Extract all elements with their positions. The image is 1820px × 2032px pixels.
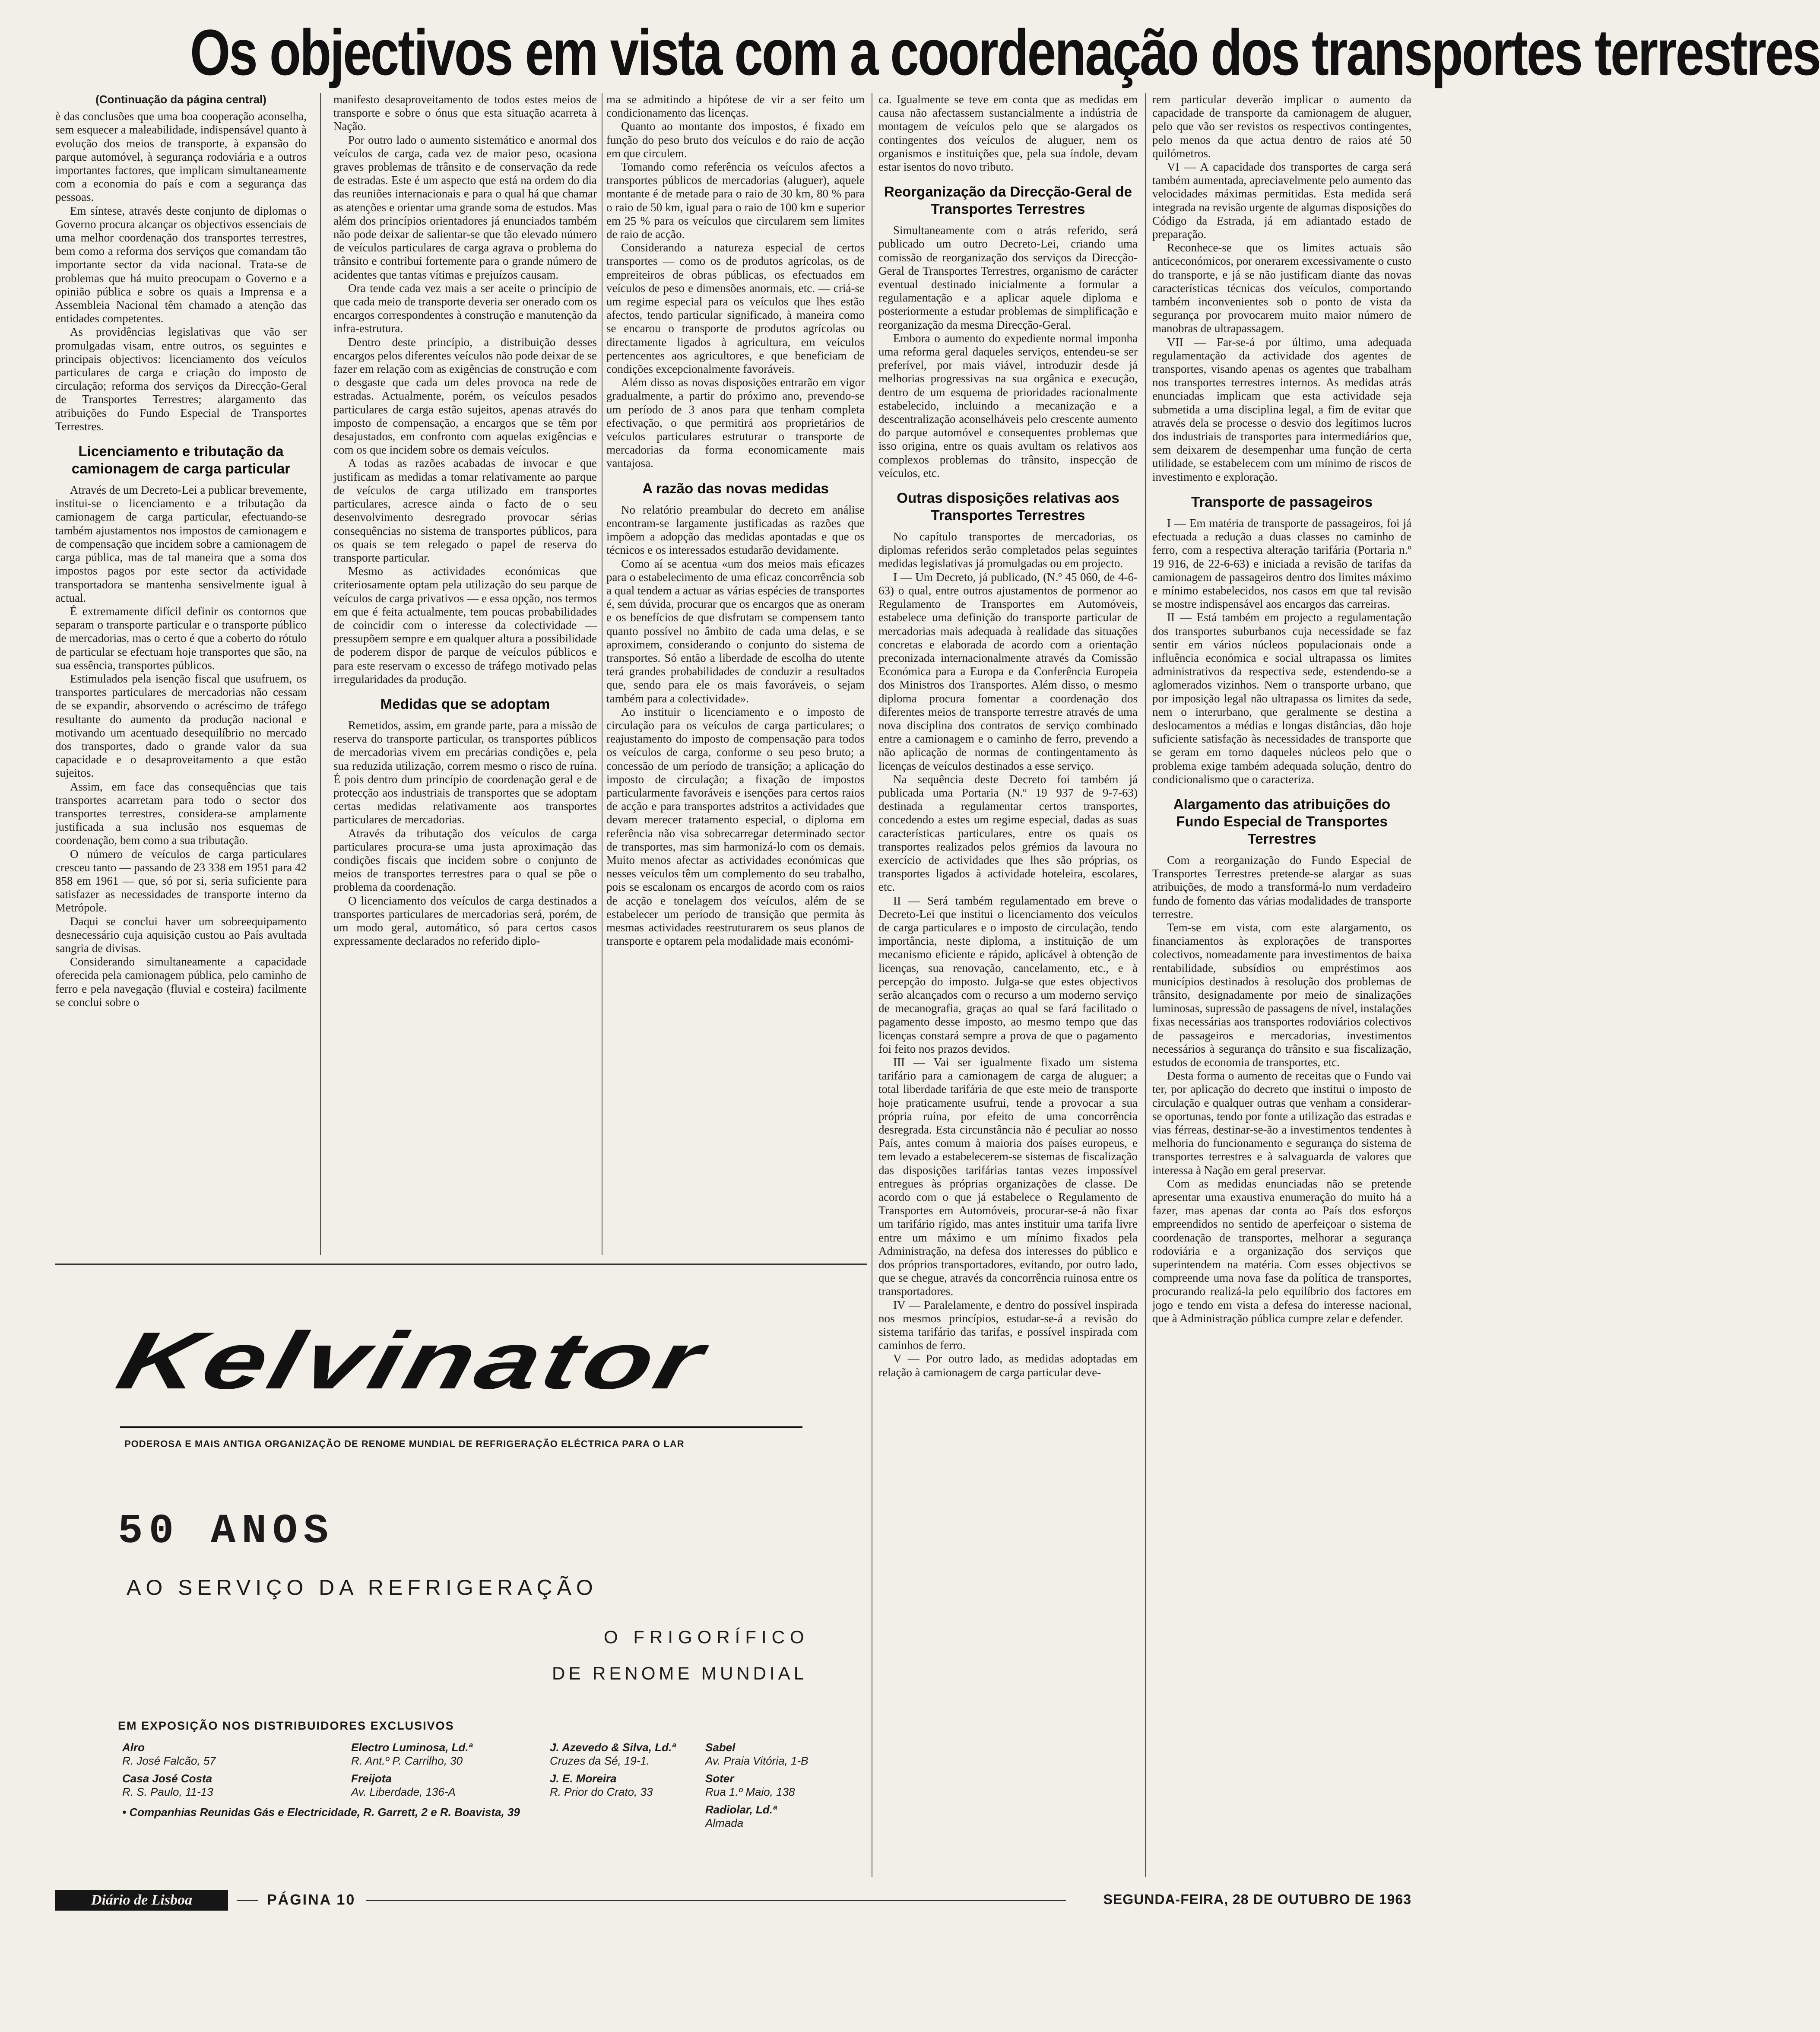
paragraph: I — Um Decreto, já publicado, (N.º 45 060, de 4-6-63) o qual, entre outros ajustamentos de pormenor ao Regulamento de Transportes em Automóveis, estabelece uma definição do transporte particular de mercadorias mais adequada à realidade das situações concretas e elaborada de acordo com a orientação preconizada internacionalmente através da Comissão Económica para a Europa e da Conferência Europeia dos Ministros dos Transportes. Além disso, o mesmo diploma procura fomentar a coordenação dos diferentes meios de transporte terrestre através de uma nova disciplina dos contratos de serviço combinado entre a camionagem e o caminho de ferro, prevendo a não aplicação de normas de contingentamento às licenças de veículos destinados a esse serviço.: [878, 570, 1138, 772]
ad-frigorifico: O FRIGORÍFICO: [604, 1627, 809, 1647]
page-footer: [55, 1890, 1411, 1913]
ad-top-rule: [55, 1264, 867, 1265]
issue-date: SEGUNDA-FEIRA, 28 DE OUTUBRO DE 1963: [1103, 1892, 1411, 1907]
paragraph: As providências legislativas que vão ser promulgadas visam, entre outros, os seguintes e principais objectivos: licenciamento dos veículos particulares de carga e criação do imposto de circulação; reforma dos serviços da Direcção-Geral de Transportes Terrestres; alargamento das atribuições do Fundo Especial de Transportes Terrestres.: [55, 325, 307, 433]
kelvinator-logo: Kelvinator: [108, 1315, 715, 1406]
kelvinator-advertisement: [55, 1283, 867, 1853]
paragraph: Estimulados pela isenção fiscal que usufruem, os transportes particulares de mercadorias não cessam de se expandir, absorvendo o acréscimo de tráfego resultante do aumento da produção nacional e motivando um acentuado desequilíbrio no mercado dos transportes, dado o grande valor da sua capacidade e o desaproveitamento a que estão sujeitos.: [55, 672, 307, 780]
ad-renome: DE RENOME MUNDIAL: [552, 1663, 808, 1683]
paragraph: O número de veículos de carga particulares cresceu tanto — passando de 23 338 em 1951 para 42 858 em 1961 — que, só por si, seria suficiente para satisfazer as necessidades de transporte interno da Metrópole.: [55, 847, 307, 914]
distributor-list: [118, 1741, 852, 1829]
distributor: Sabel Av. Praia Vitória, 1-B: [705, 1741, 809, 1767]
distributor: J. E. Moreira R. Prior do Crato, 33: [550, 1772, 653, 1798]
paragraph: No capítulo transportes de mercadorias, os diplomas referidos serão completados pelas seguintes medidas legislativas já promulgadas ou em projecto.: [878, 530, 1138, 570]
paragraph: IV — Paralelamente, e dentro do possível inspirada nos mesmos princípios, estudar-se-á a revisão do sistema tarifário das tarifas, e possível inspirada com caminhos de ferro.: [878, 1298, 1138, 1352]
paragraph: Através de um Decreto-Lei a publicar brevemente, institui-se o licenciamento e a tributação da camionagem de carga particular, efectuando-se também ajustamentos nos impostos de camionagem e de compensação que incidem sobre a camionagem de carga pública, mas de tal maneira que a soma dos impostos pagos por este sector da actividade transportadora se mantenha sensivelmente igual à actual.: [55, 483, 307, 604]
subheading-razao: A razão das novas medidas: [642, 480, 829, 496]
paragraph: No relatório preambular do decreto em análise encontram-se largamente justificadas as razões que impõem a adopção das medidas apontadas e que os técnicos e os interessados estudarão devidamente.: [606, 503, 865, 557]
paragraph: Tomando como referência os veículos afectos a transportes públicos de mercadorias (aluguer), aquele montante é de metade para o raio de 30 km, 80 % para o raio de 50 km, igual para o raio de 100 km e superior em 25 % para os veículos que circularem sem limites de raio de acção.: [606, 160, 865, 241]
subheading-licenciamento: Licenciamento e tributação da camionagem de carga particular: [71, 443, 291, 477]
masthead-logo: Diário de Lisboa: [55, 1890, 228, 1911]
article-column-3: [606, 93, 865, 1255]
paragraph: VI — A capacidade dos transportes de carga será também aumentada, apreciavelmente pelo aumento das velocidades máximas permitidas. Esta medida será integrada na revisão urgente de algumas disposições do Código da Estrada, já em adiantado estado de preparação.: [1152, 160, 1411, 241]
paragraph: É extremamente difícil definir os contornos que separam o transporte particular e o transporte público de mercadorias, mas o certo é que a coberto do rótulo de particular se efectuam hoje transportes que são, na sua essência, transportes públicos.: [55, 604, 307, 672]
paragraph: Através da tributação dos veículos de carga particulares procura-se uma justa aproximação das condições fiscais que incidem sobre o conjunto de meios de transportes terrestres para o qual se põe o problema da coordenação.: [333, 826, 597, 894]
distributor-companhias: • Companhias Reunidas Gás e Electricidade, R. Garrett, 2 e R. Boavista, 39: [122, 1806, 520, 1819]
paragraph: Considerando simultaneamente a capacidade oferecida pela camionagem pública, pelo caminho de ferro e pela navegação (fluvial e costeira) facilmente se conclui sobre o: [55, 955, 307, 1009]
paragraph: II — Será também regulamentado em breve o Decreto-Lei que institui o licenciamento dos veículos de carga particulares e o imposto de circulação, tendo importância, neste diploma, a instituição de um mecanismo eficiente e rápido, aplicável à obtenção de licenças, sua renovação, cancelamento, etc., e à percepção do imposto. Julga-se que estes objectivos serão alcançados com o recurso a um moderno serviço de mecanografia, graças ao qual se fará facilitado o pagamento desse imposto, ao mesmo tempo que das licenças constará sempre a prova de que o pagamento foi feito nos prazos devidos.: [878, 894, 1138, 1055]
paragraph: V — Por outro lado, as medidas adoptadas em relação à camionagem de carga particular deve-: [878, 1352, 1138, 1379]
paragraph: Desta forma o aumento de receitas que o Fundo vai ter, por aplicação do decreto que institui o imposto de circulação e qualquer outras que venham a considerar-se oportunas, tendo por fonte a utilização das estradas e vias férreas, destinar-se-ão a investimentos tendentes à melhoria do funcionamento e segurança do sistema de transportes terrestres e à salvaguarda de valores que interessa à Nação em geral preservar.: [1152, 1069, 1411, 1177]
distributor: Alro R. José Falcão, 57: [122, 1741, 216, 1767]
ad-50-anos: 50 ANOS: [118, 1508, 335, 1555]
subheading-alargamento: Alargamento das atribuições do Fundo Especial de Transportes Terrestres: [1173, 796, 1391, 847]
paragraph: Em síntese, através deste conjunto de diplomas o Governo procura alcançar os objectivos essenciais de uma melhor coordenação dos transportes terrestres, bem como a reforma dos serviços que comandam tão importante sector da vida nacional. Trata-se de problemas que há muito preocupam o Governo e a opinião pública e sobre os quais a Imprensa e a Assembleia Nacional têm chamado a atenção das entidades competentes.: [55, 204, 307, 325]
paragraph: ca. Igualmente se teve em conta que as medidas em causa não afectassem sustancialmente a indústria de montagem de veículos pelo que se alargados os contingentes dos veículos de aluguer, nem os organismos e instituições que, pela sua índole, devam estar isentos do novo tributo.: [878, 93, 1138, 174]
page-number: PÁGINA 10: [267, 1892, 356, 1908]
paragraph: è das conclusões que uma boa cooperação aconselha, sem esquecer a maleabilidade, indispensável quanto à evolução dos meios de transporte, à expansão do parque automóvel, à segurança rodoviária e a outros importantes factores, que implicam simultaneamente com a economia do país e com a segurança das pessoas.: [55, 110, 307, 204]
logo-underline: [120, 1426, 802, 1428]
paragraph: Ao instituir o licenciamento e o imposto de circulação para os veículos de carga particulares; o reajustamento do imposto de compensação para todos os veículos de carga, conforme o seu peso bruto; a concessão de um período de transição; a aplicação do imposto de circulação; a fixação de impostos particularmente favoráveis e isenções para certos raios de acção e para transportes adstritos a actividades que devam merecer tratamento especial, o diploma em referência não visa sobrecarregar determinado sector de transportes, mas sim harmonizá-lo com os demais. Muito menos afectar as actividades económicas que nesses veículos têm um complemento do seu trabalho, pois se escalonam os encargos de acordo com os raios de acção e tonelagem dos veículos, além de se estabelecer um período de transição que permita às mesmas actividades reestruturarem os seus planos de transporte e optarem pela modalidade mais económi-: [606, 705, 865, 948]
paragraph: Embora o aumento do expediente normal imponha uma reforma geral daqueles serviços, entendeu-se ser preferível, por mais viável, introduzir desde já melhorias progressivas na sua orgânica e execução, dentro de um esquema de prioridades racionalmente estabelecido, incluindo a mecanização e a descentralização aconselháveis pelo crescente aumento do parque automóvel e consequentes problemas que isso origina, entre os quais avultam os relativos aos complexos problemas do trânsito, inspecção de veículos, etc.: [878, 331, 1138, 479]
paragraph: Na sequência deste Decreto foi também já publicada uma Portaria (N.º 19 937 de 9-7-63) destinada a regulamentar certos transportes, concedendo a estes um regime especial, dadas as suas características particulares, entre os quais os transportes realizados pelos grémios da lavoura no exercício de actividades que lhes são próprias, os transportes ligados à actividade hoteleira, escolares, etc.: [878, 772, 1138, 894]
ad-exposicao: EM EXPOSIÇÃO NOS DISTRIBUIDORES EXCLUSIVOS: [118, 1719, 454, 1732]
paragraph: Simultaneamente com o atrás referido, será publicado um outro Decreto-Lei, criando uma comissão de reorganização dos serviços da Direcção-Geral de Transportes Terrestres, organismo de carácter eventual destinado inicialmente a formular a regulamentação e a aplicar aquele diploma e posteriormente a estudar problemas de simplificação e reorganização da mesma Direcção-Geral.: [878, 224, 1138, 331]
article-column-4: [878, 93, 1138, 1963]
paragraph: Considerando a natureza especial de certos transportes — como os de produtos agrícolas, os de empreiteiros de obras públicas, os efectuados em veículos de peso e dimensões anormais, etc. — criá-se um regime especial para os veículos que lhes estão afectos, tendo particular significado, à maneira como se encarou o transporte de produtos agrícolas ou directamente ligados à agricultura, em veículos pertencentes aos agricultores, e que beneficiam de condições excepcionalmente favoráveis.: [606, 241, 865, 376]
continuation-note: (Continuação da página central): [95, 93, 266, 106]
paragraph: Com as medidas enunciadas não se pretende apresentar uma exaustiva enumeração do muito há a fazer, mas apenas dar conta ao País dos esforços empreendidos no sentido de aperfeiçoar o sistema de coordenação de transportes, melhorar a segurança rodoviária e a organização dos serviços que superintendem na matéria. Com esses objectivos se compreende uma nova fase da política de transportes, procurando realizá-la pelo equilíbrio dos factores em jogo e tendo em vista a defesa do interesse nacional, que à Administração pública cumpre zelar e defender.: [1152, 1177, 1411, 1325]
paragraph: Daqui se conclui haver um sobreequipamento desnecessário cuja aquisição custou ao País avultada sangria de divisas.: [55, 914, 307, 955]
footer-rule: [237, 1900, 258, 1901]
distributor: Radiolar, Ld.ª Almada: [705, 1803, 777, 1829]
subheading-passageiros: Transporte de passageiros: [1191, 493, 1373, 510]
paragraph: Assim, em face das consequências que tais transportes acarretam para todo o sector dos transportes terrestres, considera-se amplamente justificada a sua inclusão nos esquemas de coordenação, bem como a sua tributação.: [55, 780, 307, 847]
paragraph: manifesto desaproveitamento de todos estes meios de transporte e sobre o ónus que esta situação acarreta à Nação.: [333, 93, 597, 133]
paragraph: II — Está também em projecto a regulamentação dos transportes suburbanos cuja necessidade se faz sentir em vários núcleos populacionais onde a influência económica e social ultrapassa os limites administrativos da respectiva sede, estendendo-se a aglomerados vizinhos. Nem o transporte urbano, que por imposição legal não ultrapassa os limites da sede, nem o interurbano, que geralmente se destina a deslocamentos a médias e longas distâncias, dão hoje suficiente satisfação às necessidades de transporte que se geram em torno daqueles núcleos pelo que o problema exige também adequada solução, dentro do condicionalismo que o caracteriza.: [1152, 611, 1411, 786]
paragraph: Mesmo as actividades económicas que criteriosamente optam pela utilização do seu parque de veículos de carga privativos — e essa opção, nos termos em que é feita actualmente, tem poucas probabilidades de coincidir com o interesse da colectividade — pressupõem sempre e em qualquer altura a possibilidade de poderem dispor de parque de veículos públicos e para este reservam o excesso de tráfego motivado pelas irregularidades da produção.: [333, 565, 597, 686]
headline: Os objectivos em vista com a coordenação dos transportes terrestres: [190, 16, 1820, 89]
distributor: J. Azevedo & Silva, Ld.ª Cruzes da Sé, 19-1.: [550, 1741, 676, 1767]
ad-tagline: PODEROSA E MAIS ANTIGA ORGANIZAÇÃO DE RENOME MUNDIAL DE REFRIGERAÇÃO ELÉCTRICA PARA O LAR: [124, 1438, 685, 1449]
distributor: Casa José Costa R. S. Paulo, 11-13: [122, 1772, 213, 1798]
paragraph: Quanto ao montante dos impostos, é fixado em função do peso bruto dos veículos e do raio de acção em que circulem.: [606, 120, 865, 160]
article-column-2: [333, 93, 597, 1255]
subheading-medidas: Medidas que se adoptam: [380, 695, 550, 712]
subheading-outras-disposicoes: Outras disposições relativas aos Transportes Terrestres: [897, 490, 1119, 524]
paragraph: Além disso as novas disposições entrarão em vigor gradualmente, a partir do próximo ano, prevendo-se um período de 3 anos para que tenham completa efectivação, o que permitirá aos proprietários de veículos particulares estruturar o transporte de mercadorias da forma economicamente mais vantajosa.: [606, 376, 865, 470]
subheading-reorganizacao: Reorganização da Direcção-Geral de Transportes Terrestres: [884, 184, 1132, 217]
paragraph: Dentro deste princípio, a distribuição desses encargos pelos diferentes veículos não pode deixar de se fazer em relação com as exigências de construção e com o desgaste que cada um deles provoca na rede de estradas. Actualmente, porém, os veículos pesados particulares de carga estão sujeitos, apenas através do imposto de compensação, a encargos que se têm por desajustados, em confronto com aquelas exigências e com os que incidem sobre os demais veículos.: [333, 335, 597, 457]
ad-servico: AO SERVIÇO DA REFRIGERAÇÃO: [127, 1575, 598, 1600]
paragraph: Por outro lado o aumento sistemático e anormal dos veículos de carga, cada vez de maior peso, ocasiona graves problemas de trânsito e de conservação da rede de estradas. Este é um aspecto que está na ordem do dia das reuniões internacionais e para o qual há que chamar as atenções e orientar uma grande soma de estudos. Mas além dos princípios orientadores já enunciados também não pode deixar de salientar-se que tão elevado número de veículos particulares de carga agrava o problema do trânsito e contribui fortemente para o grande número de acidentes que tantas vítimas e prejuízos causam.: [333, 133, 597, 281]
paragraph: rem particular deverão implicar o aumento da capacidade de transporte da camionagem de aluguer, pelo que vão ser revistos os respectivos contingentes, pelo menos da que actua dentro de raios até 50 quilómetros.: [1152, 93, 1411, 160]
paragraph: Tem-se em vista, com este alargamento, os financiamentos às explorações de transportes colectivos, nomeadamente para investimentos de baixa rentabilidade, subsídios ou empréstimos aos municípios destinados à resolução dos problemas de trânsito, designadamente por meio de sinalizações luminosas, supressão de passagens de nível, instalações fixas necessárias aos transportes rodoviários colectivos de passageiros e mercadorias, investimentos necessários à segurança do trânsito e sua fiscalização, estudos de economia de transportes, etc.: [1152, 921, 1411, 1069]
footer-rule: [366, 1900, 1066, 1901]
column-rule: [1145, 93, 1146, 1877]
paragraph: I — Em matéria de transporte de passageiros, foi já efectuada a redução a duas classes no caminho de ferro, com a respectiva alteração tarifária (Portaria n.º 19 916, de 22-6-63) e iniciada a revisão de tarifas da camionagem de passageiros dentro dos limites máximo e mínimo estabelecidos, nos casos em que tal revisão se mostre indispensável aos encargos das carreiras.: [1152, 516, 1411, 611]
paragraph: A todas as razões acabadas de invocar e que justificam as medidas a tomar relativamente ao parque de veículos de carga utilizado em transportes particulares, acresce ainda o facto de o seu desenvolvimento desregrado provocar sérias consequências no sistema de transportes públicos, para os quais se tem relegado o papel de reserva do transporte particular.: [333, 457, 597, 564]
column-rule: [320, 93, 321, 1255]
article-column-5: [1152, 93, 1411, 1963]
paragraph: O licenciamento dos veículos de carga destinados a transportes particulares de mercadorias será, porém, de um modo geral, automático, só para certos casos expressamente declarados no referido diplo-: [333, 894, 597, 948]
paragraph: III — Vai ser igualmente fixado um sistema tarifário para a camionagem de carga de aluguer; a total liberdade tarifária de que este meio de transporte hoje praticamente usufrui, tende a provocar a sua própria ruína, por efeito de uma concorrência desregrada. Esta circunstância não é peculiar ao nosso País, antes comum à maioria dos países europeus, e tem levado a estabelecerem-se sistemas de fiscalização das disposições tarifárias tantas vezes impossível entregues às próprias organizações de classe. De acordo com o que já estabelece o Regulamento de Transportes em Automóveis, procurar-se-á não fixar um tarifário rígido, mas antes instituir uma tarifa livre entre um máximo e um mínimo fixados pela Administração, na defesa dos interesses do público e dos próprios transportadores, evitando, por outro lado, que se chegue, através da concorrência ruinosa entre os transportadores.: [878, 1056, 1138, 1298]
paragraph: VII — Far-se-á por último, uma adequada regulamentação da actividade dos agentes de transportes, visando apenas os agentes que trabalham nos transportes terrestres internos. As medidas atrás enunciadas implicam que esta actividade seja submetida a uma disciplina legal, a fim de evitar que através dela se processe o desvio dos legítimos lucros dos industriais de transportes para intermediários que, sem deixarem de desempenhar uma função de certa utilidade, se estabelecem com um mínimo de riscos de investimento e exploração.: [1152, 335, 1411, 483]
distributor: Freijota Av. Liberdade, 136-A: [351, 1772, 456, 1798]
distributor: Soter Rua 1.º Maio, 138: [705, 1772, 795, 1798]
paragraph: Reconhece-se que os limites actuais são anticeconómicos, por onerarem excessivamente o custo do transporte, e já se não justificam diante das novas características técnicas dos veículos, comportando também inconvenientes sob o ponto de vista da segurança por provocarem muito maior número de manobras de ultrapassagem.: [1152, 241, 1411, 335]
distributor: Electro Luminosa, Ld.ª R. Ant.º P. Carrilho, 30: [351, 1741, 473, 1767]
paragraph: Como aí se acentua «um dos meios mais eficazes para o estabelecimento de uma eficaz concorrência sob a qual tendem a actuar as várias espécies de transportes é, sem dúvida, procurar que os encargos que as oneram e os benefícios de que disfrutam se compensem tanto quanto possível no âmbito de cada uma delas, e se aproximem, considerando o conjunto do sistema de transportes. Só então a liberdade de escolha do utente terá grandes probabilidades de conduzir a resultados que, sendo para ele os mais favoráveis, o sejam também para a colectividade».: [606, 557, 865, 705]
paragraph: Ora tende cada vez mais a ser aceite o princípio de que cada meio de transporte deveria ser onerado com os encargos correspondentes à construção e manutenção da infra-estrutura.: [333, 281, 597, 335]
paragraph: Remetidos, assim, em grande parte, para a missão de reserva do transporte particular, os transportes públicos de mercadorias vivem em precárias condições e, pela sua reduzida utilização, correm mesmo o risco de ruína. É pois dentro dum princípio de coordenação geral e de protecção aos industriais de transportes que se adoptam certas medidas relativamente aos transportes particulares de mercadorias.: [333, 718, 597, 826]
paragraph: ma se admitindo a hipótese de vir a ser feito um condicionamento das licenças.: [606, 93, 865, 120]
paragraph: Com a reorganização do Fundo Especial de Transportes Terrestres pretende-se alargar as suas atribuições, de modo a transformá-lo num verdadeiro fundo de fomento das várias modalidades de transporte terrestre.: [1152, 853, 1411, 921]
article-column-1: [55, 93, 307, 1255]
